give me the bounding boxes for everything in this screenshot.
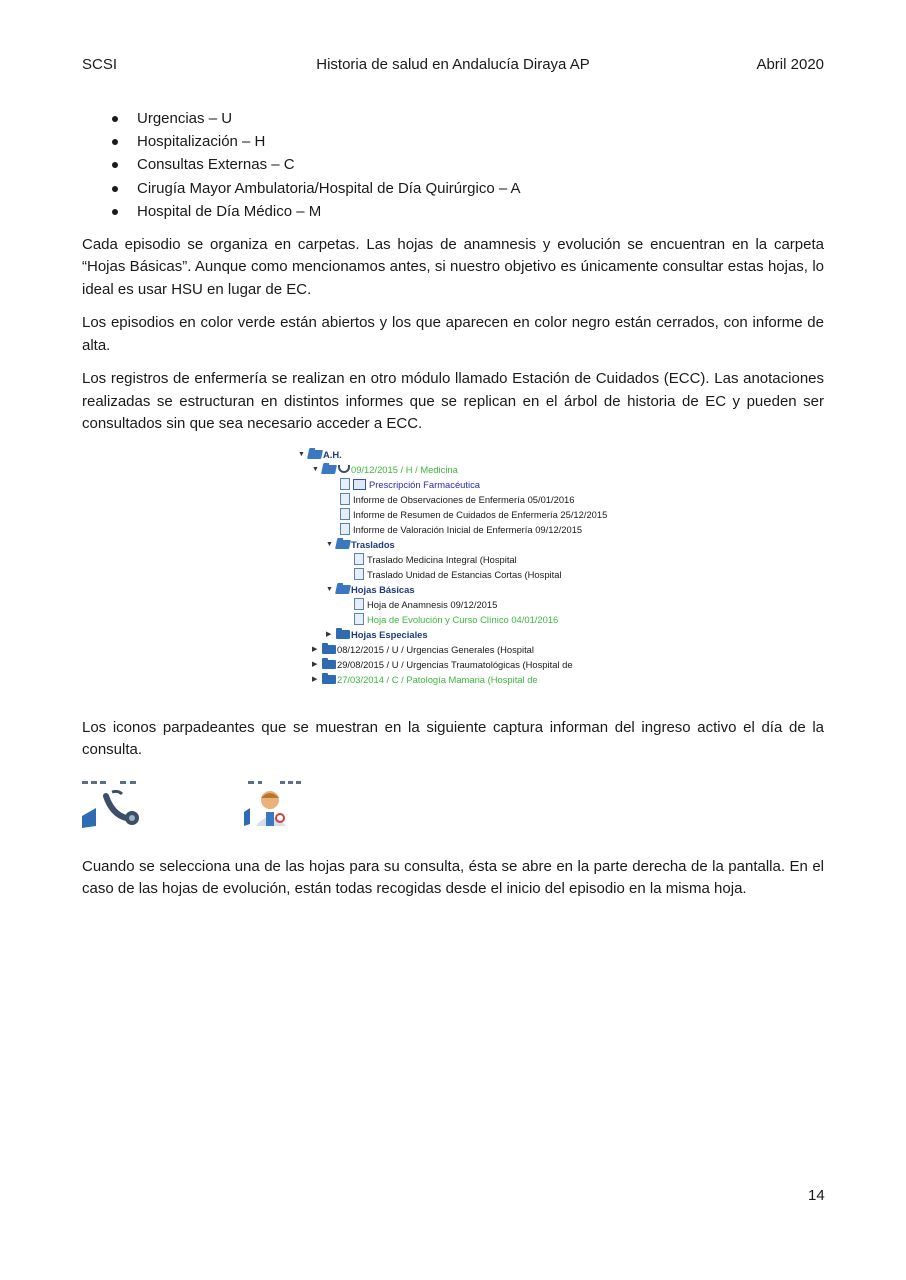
tree-hoja-anamnesis[interactable]: Hoja de Anamnesis 09/12/2015 <box>354 597 497 612</box>
header-title: Historia de salud en Andalucía Diraya AP <box>316 56 590 73</box>
tree-episode-closed[interactable]: ▶ 08/12/2015 / U / Urgencias Generales (Hospital <box>312 642 534 657</box>
tree-folder-hojas-basicas[interactable]: ▼ Hojas Básicas <box>326 582 415 597</box>
doctor-blink-icon <box>244 778 302 834</box>
stethoscope-blink-icon <box>82 778 144 834</box>
prescription-icon <box>353 479 366 490</box>
tree-episode-open[interactable] <box>312 462 458 477</box>
folder-open-icon <box>307 450 323 459</box>
stethoscope-icon <box>337 464 349 474</box>
header-date: Abril 2020 <box>756 56 824 73</box>
paragraph-enfermeria: Los registros de enfermería se realizan en otro módulo llamado Estación de Cuidados (ECC). Las anotaciones realizadas se estructuran en distintos informes que se replican en el árbol de historia de EC y pueden ser consultados sin que sea necesario acceder a ECC. <box>82 370 824 433</box>
tree-hoja-evolucion[interactable]: Hoja de Evolución y Curso Clínico 04/01/2016 <box>354 612 558 627</box>
episode-open-label: 09/12/2015 / H / Medicina <box>351 463 458 475</box>
page-header <box>82 56 824 76</box>
paragraph-seleccion: Cuando se selecciona una de las hojas para su consulta, ésta se abre en la parte derecha de la pantalla. En el caso de las hojas de evolución, están todas recogidas desde el inicio del episodio en la misma hoja. <box>82 857 824 898</box>
history-tree-screenshot <box>298 447 618 687</box>
document-icon <box>340 478 350 490</box>
list-item: Hospitalización – H <box>82 131 824 154</box>
collapsed-arrow-icon[interactable]: ▶ <box>312 675 318 683</box>
tree-episode-open[interactable]: ▶ 27/03/2014 / C / Patología Mamaria (Hospital de <box>312 672 538 687</box>
collapsed-arrow-icon[interactable]: ▶ <box>312 660 318 668</box>
folder-open-icon <box>321 465 337 474</box>
document-icon <box>354 553 364 565</box>
expanded-arrow-icon[interactable]: ▼ <box>326 585 333 593</box>
document-icon <box>340 493 350 505</box>
paragraph-colores: Los episodios en color verde están abiertos y los que aparecen en color negro están cerrados, con informe de alta. <box>82 314 824 354</box>
folder-icon <box>336 630 350 639</box>
tree-prescripcion[interactable]: Prescripción Farmacéutica <box>340 477 480 492</box>
list-item: Urgencias – U <box>82 108 824 131</box>
blinking-icons <box>82 778 824 844</box>
folder-icon <box>322 645 336 654</box>
collapsed-arrow-icon[interactable]: ▶ <box>326 630 332 638</box>
tree-traslado[interactable]: Traslado Unidad de Estancias Cortas (Hospital <box>354 567 562 582</box>
tree-traslado[interactable]: Traslado Medicina Integral (Hospital <box>354 552 517 567</box>
list-item: Cirugía Mayor Ambulatoria/Hospital de Día Quirúrgico – A <box>82 178 824 201</box>
document-icon <box>354 568 364 580</box>
paragraph-carpetas: Cada episodio se organiza en carpetas. Las hojas de anamnesis y evolución se encuentran en la carpeta “Hojas Básicas”. Aunque como mencionamos antes, si nuestro objetivo es únicamente consultar estas hojas, lo ideal es usar HSU en lugar de EC. <box>82 235 824 298</box>
header-org: SCSI <box>82 56 118 73</box>
tree-informe[interactable]: Informe de Observaciones de Enfermería 05/01/2016 <box>340 492 574 507</box>
tree-informe[interactable]: Informe de Valoración Inicial de Enfermería 09/12/2015 <box>340 522 582 537</box>
tree-root-label: A.H. <box>323 448 342 460</box>
document-icon <box>340 523 350 535</box>
folder-open-icon <box>335 585 351 594</box>
list-item: Consultas Externas – C <box>82 154 824 177</box>
list-item: Hospital de Día Médico – M <box>82 201 824 224</box>
tree-episode-closed[interactable]: ▶ 29/08/2015 / U / Urgencias Traumatológicas (Hospital de <box>312 657 573 672</box>
expanded-arrow-icon[interactable]: ▼ <box>326 540 333 548</box>
document-icon <box>354 598 364 610</box>
episode-type-list <box>82 108 824 224</box>
tree-folder-hojas-especiales[interactable]: ▶ Hojas Especiales <box>326 627 428 642</box>
document-icon <box>340 508 350 520</box>
tree-folder-traslados[interactable]: ▼ Traslados <box>326 537 395 552</box>
tree-informe[interactable]: Informe de Resumen de Cuidados de Enfermería 25/12/2015 <box>340 507 607 522</box>
page-number: 14 <box>808 1187 825 1204</box>
expanded-arrow-icon[interactable]: ▼ <box>298 450 305 458</box>
folder-open-icon <box>335 540 351 549</box>
tree-root[interactable] <box>298 447 342 462</box>
collapsed-arrow-icon[interactable]: ▶ <box>312 645 318 653</box>
document-icon <box>354 613 364 625</box>
expanded-arrow-icon[interactable]: ▼ <box>312 465 319 473</box>
folder-icon <box>322 675 336 684</box>
folder-icon <box>322 660 336 669</box>
page-body <box>82 108 824 912</box>
paragraph-iconos: Los iconos parpadeantes que se muestran en la siguiente captura informan del ingreso activo el día de la consulta. <box>82 718 824 759</box>
